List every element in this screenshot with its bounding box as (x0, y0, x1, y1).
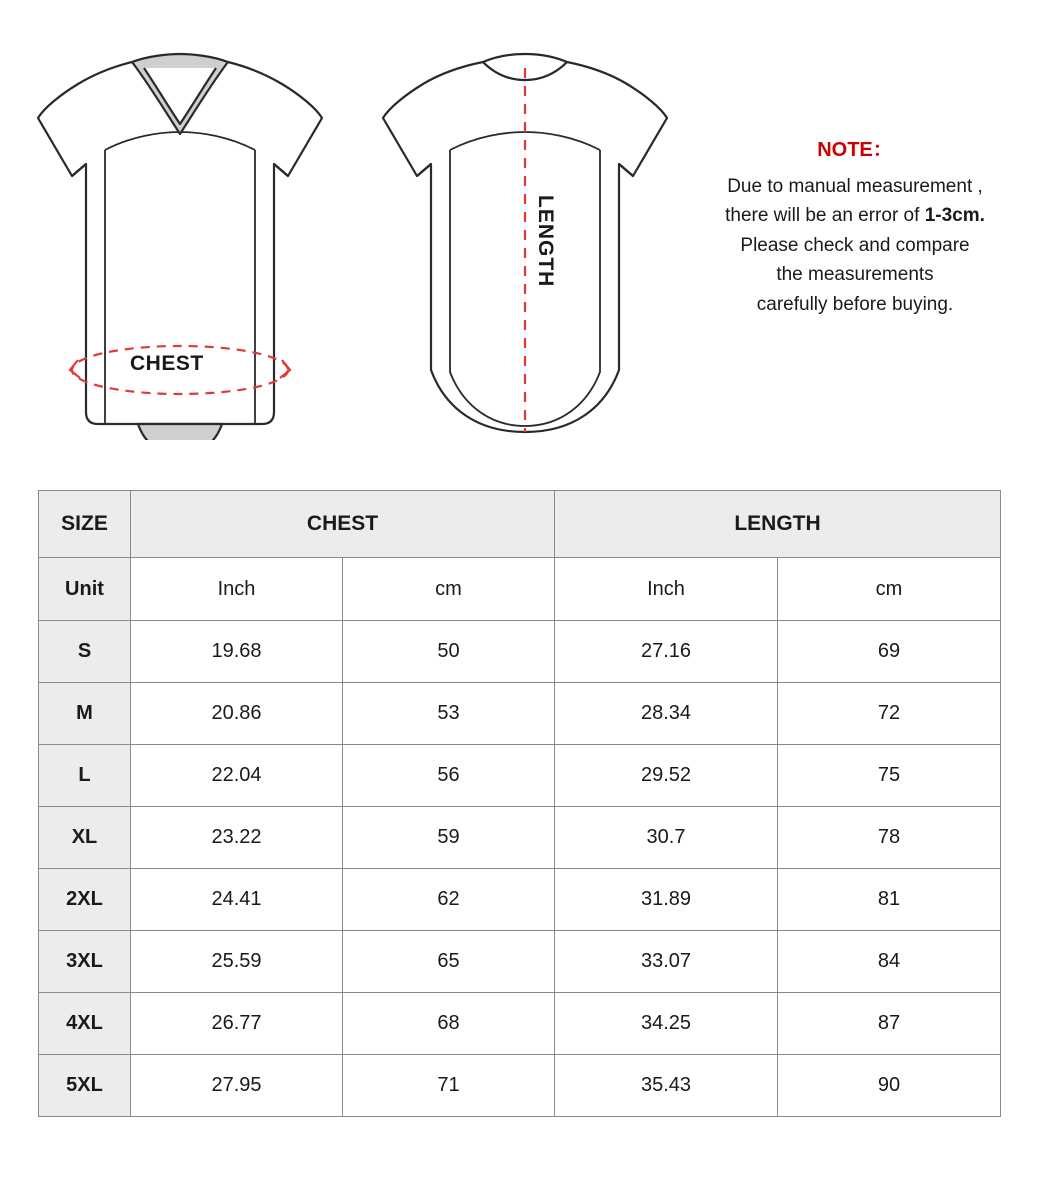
row-size: S (39, 621, 131, 683)
size-chart-table (38, 490, 1001, 1117)
note-tolerance-value: 1-3cm. (924, 205, 985, 227)
note-title: NOTE： (817, 139, 893, 161)
note-block (690, 135, 1020, 319)
table-row (39, 745, 1001, 807)
row-chest-cm: 68 (343, 993, 555, 1055)
note-line-5: carefully before buying. (756, 293, 954, 315)
note-line-1: Due to manual measurement , (727, 176, 983, 197)
header-length: LENGTH (555, 491, 1001, 558)
row-length-inch: 31.89 (555, 869, 778, 931)
table-header-row (39, 491, 1001, 558)
row-size: 2XL (39, 869, 131, 931)
row-chest-cm: 56 (343, 745, 555, 807)
row-size: L (39, 745, 131, 807)
table-row (39, 1055, 1001, 1117)
row-length-cm: 69 (778, 621, 1001, 683)
note-line-2-prefix: there will be an error of (725, 205, 925, 227)
row-size: 4XL (39, 993, 131, 1055)
row-length-cm: 90 (778, 1055, 1001, 1117)
t-shirt-front-illustration (20, 40, 340, 440)
row-length-inch: 33.07 (555, 931, 778, 993)
table-row (39, 931, 1001, 993)
note-line-4: the measurements (776, 264, 934, 286)
row-chest-cm: 59 (343, 807, 555, 869)
row-chest-inch: 20.86 (131, 683, 343, 745)
t-shirt-back-illustration (365, 40, 685, 440)
row-length-inch: 27.16 (555, 621, 778, 683)
row-length-cm: 78 (778, 807, 1001, 869)
unit-chest-inch: Inch (131, 558, 343, 621)
row-length-inch: 34.25 (555, 993, 778, 1055)
row-size: 5XL (39, 1055, 131, 1117)
row-length-inch: 29.52 (555, 745, 778, 807)
row-size: XL (39, 807, 131, 869)
table-row (39, 993, 1001, 1055)
row-length-inch: 35.43 (555, 1055, 778, 1117)
row-length-inch: 30.7 (555, 807, 778, 869)
header-size: SIZE (39, 491, 131, 558)
unit-chest-cm: cm (343, 558, 555, 621)
row-chest-inch: 19.68 (131, 621, 343, 683)
row-chest-inch: 27.95 (131, 1055, 343, 1117)
row-length-inch: 28.34 (555, 683, 778, 745)
table-row (39, 683, 1001, 745)
illustration-area (0, 0, 1040, 470)
row-chest-cm: 62 (343, 869, 555, 931)
row-length-cm: 87 (778, 993, 1001, 1055)
table-row (39, 869, 1001, 931)
table-row (39, 621, 1001, 683)
row-chest-inch: 23.22 (131, 807, 343, 869)
row-size: 3XL (39, 931, 131, 993)
table-row (39, 807, 1001, 869)
table-unit-row (39, 558, 1001, 621)
row-length-cm: 84 (778, 931, 1001, 993)
header-chest: CHEST (131, 491, 555, 558)
row-chest-inch: 24.41 (131, 869, 343, 931)
row-chest-inch: 26.77 (131, 993, 343, 1055)
table-body (39, 621, 1001, 1117)
row-size: M (39, 683, 131, 745)
length-measure-label: LENGTH (534, 195, 557, 288)
row-chest-cm: 53 (343, 683, 555, 745)
row-length-cm: 75 (778, 745, 1001, 807)
row-chest-cm: 50 (343, 621, 555, 683)
row-chest-cm: 65 (343, 931, 555, 993)
t-shirt-front-svg (20, 40, 340, 440)
note-line-3: Please check and compare (740, 234, 970, 256)
t-shirt-back-svg (365, 40, 685, 440)
row-chest-inch: 25.59 (131, 931, 343, 993)
row-chest-inch: 22.04 (131, 745, 343, 807)
size-chart-table-wrapper (38, 490, 1000, 1117)
row-length-cm: 81 (778, 869, 1001, 931)
row-length-cm: 72 (778, 683, 1001, 745)
row-chest-cm: 71 (343, 1055, 555, 1117)
unit-length-inch: Inch (555, 558, 778, 621)
chest-measure-label: CHEST (130, 352, 204, 375)
unit-length-cm: cm (778, 558, 1001, 621)
unit-label: Unit (39, 558, 131, 621)
note-line-2 (690, 201, 1020, 230)
